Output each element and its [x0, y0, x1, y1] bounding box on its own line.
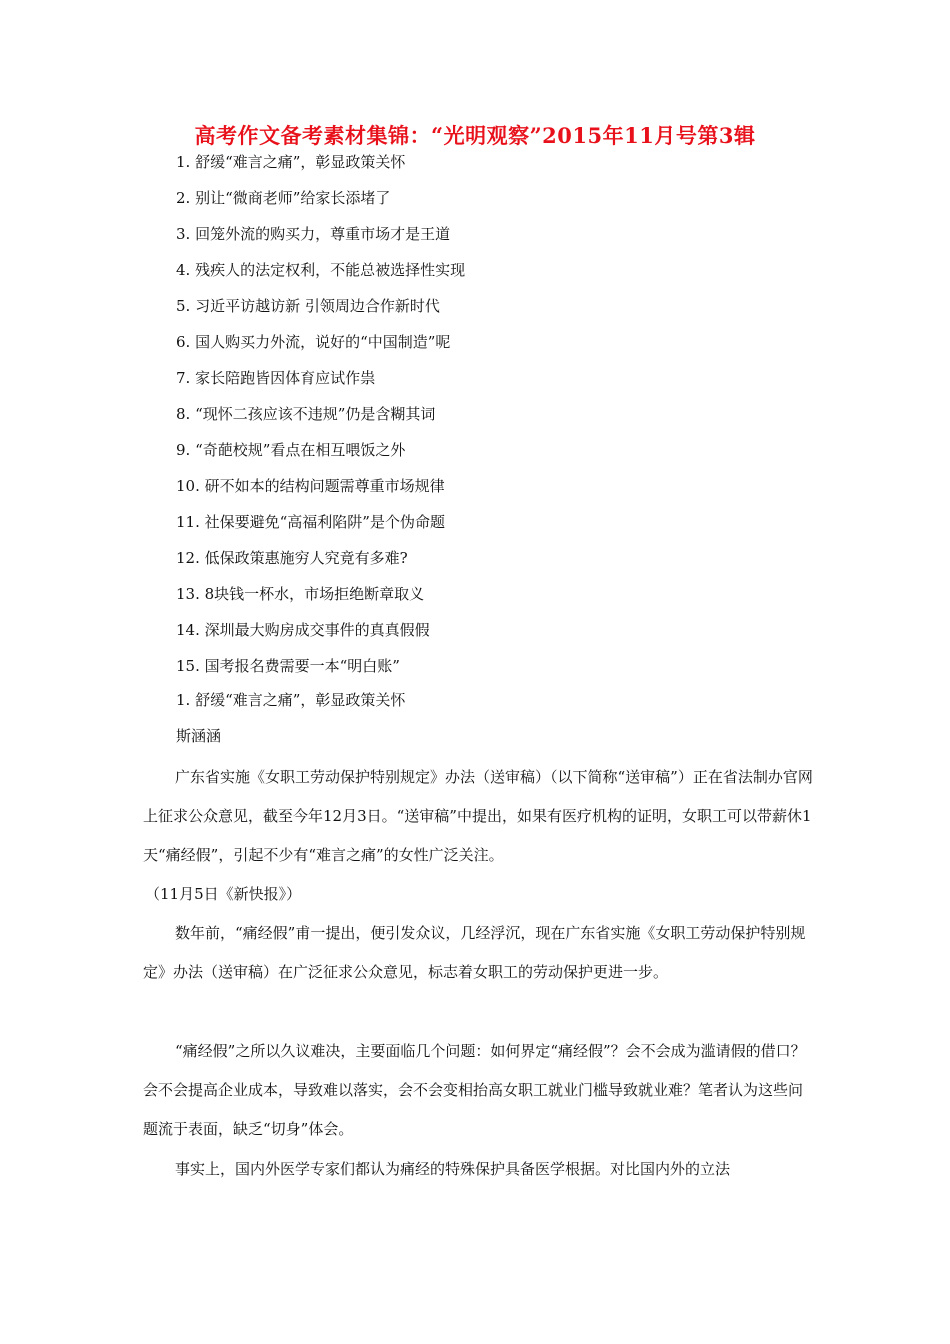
- toc-item: 11. 社保要避免“高福利陷阱”是个伪命题: [176, 513, 445, 531]
- article-heading: 1. 舒缓“难言之痛”，彰显政策关怀: [176, 691, 406, 709]
- table-of-contents: [176, 150, 465, 690]
- article-paragraph: 数年前，“痛经假”甫一提出，便引发众议，几经浮沉，现在广东省实施《女职工劳动保护特别规定》办法（送审稿）在广泛征求公众意见，标志着女职工的劳动保护更进一步。: [143, 924, 806, 981]
- toc-item: 9. “奇葩校规”看点在相互喂饭之外: [176, 441, 406, 459]
- toc-item: 10. 研不如本的结构问题需尊重市场规律: [176, 477, 445, 495]
- toc-item: 14. 深圳最大购房成交事件的真真假假: [176, 621, 430, 639]
- toc-item: 1. 舒缓“难言之痛”，彰显政策关怀: [176, 153, 406, 171]
- toc-item: 15. 国考报名费需要一本“明白账”: [176, 657, 400, 675]
- toc-item: 7. 家长陪跑皆因体育应试作祟: [176, 369, 376, 387]
- toc-item: 8. “现怀二孩应该不违规”仍是含糊其词: [176, 405, 436, 423]
- toc-item: 5. 习近平访越访新 引领周边合作新时代: [176, 297, 440, 315]
- article-paragraph: 事实上，国内外医学专家们都认为痛经的特殊保护具备医学根据。对比国内外的立法: [175, 1160, 731, 1178]
- article-paragraph: “痛经假”之所以久议难决，主要面临几个问题：如何界定“痛经假”？会不会成为滥请假的借口？会不会提高企业成本，导致难以落实，会不会变相抬高女职工就业门槛导致就业难？笔者认为这些问题流于表面，缺乏“切身”体会。: [143, 1042, 806, 1138]
- toc-item: 3. 回笼外流的购买力，尊重市场才是王道: [176, 225, 451, 243]
- toc-item: 6. 国人购买力外流，说好的“中国制造”呢: [176, 333, 451, 351]
- article-source: （11月5日《新快报》）: [145, 885, 302, 903]
- toc-item: 2. 别让“微商老师”给家长添堵了: [176, 189, 391, 207]
- article-author: 斯涵涵: [176, 727, 222, 745]
- toc-item: 13. 8块钱一杯水，市场拒绝断章取义: [176, 585, 425, 603]
- toc-item: 12. 低保政策惠施穷人究竟有多难?: [176, 549, 408, 567]
- document-title: 高考作文备考素材集锦：“光明观察”2015年11月号第3辑: [194, 123, 756, 148]
- toc-item: 4. 残疾人的法定权利，不能总被选择性实现: [176, 261, 466, 279]
- article-paragraph: 广东省实施《女职工劳动保护特别规定》办法（送审稿）（以下简称“送审稿”）正在省法制办官网上征求公众意见，截至今年12月3日。“送审稿”中提出，如果有医疗机构的证明，女职工可以带薪休1天“痛经假”，引起不少有“难言之痛”的女性广泛关注。: [143, 768, 813, 864]
